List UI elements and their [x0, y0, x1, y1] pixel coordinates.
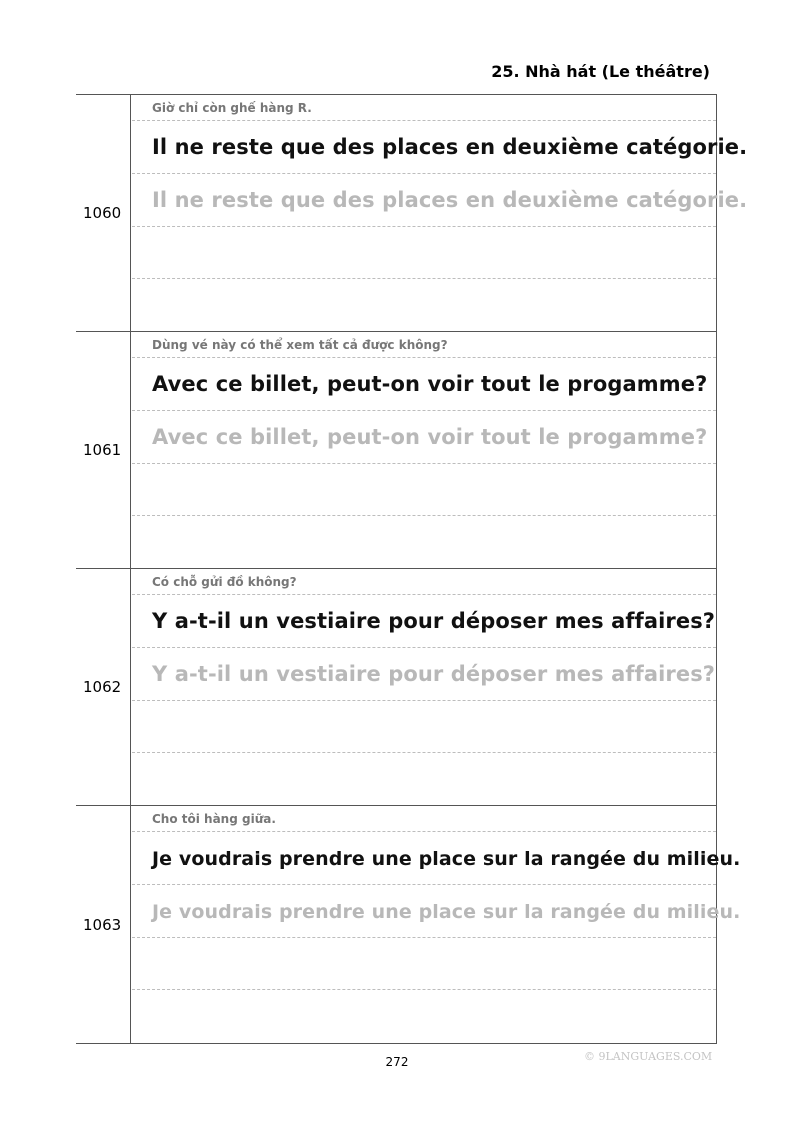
- practice-entry: [76, 332, 716, 569]
- ruled-line: [132, 752, 716, 753]
- ruled-line: [132, 594, 716, 595]
- french-trace-sentence: Il ne reste que des places en deuxième catégorie.: [152, 188, 748, 212]
- practice-entry: [76, 569, 716, 806]
- ruled-line: [132, 937, 716, 938]
- entry-content: [132, 569, 716, 805]
- entry-content: [132, 806, 741, 1043]
- ruled-line: [132, 278, 716, 279]
- entry-number: 1063: [76, 806, 131, 1043]
- entry-number: 1061: [76, 332, 131, 568]
- page-number: 272: [385, 1055, 409, 1069]
- ruled-line: [132, 410, 716, 411]
- vietnamese-prompt: Giờ chỉ còn ghế hàng R.: [152, 101, 312, 115]
- french-trace-sentence: Avec ce billet, peut-on voir tout le progamme?: [152, 425, 708, 449]
- french-sentence: Y a-t-il un vestiaire pour déposer mes affaires?: [152, 609, 716, 633]
- french-trace-sentence: Y a-t-il un vestiaire pour déposer mes affaires?: [152, 662, 716, 686]
- ruled-line: [132, 989, 716, 990]
- entry-number: 1062: [76, 569, 131, 805]
- ruled-line: [132, 226, 716, 227]
- french-sentence: Avec ce billet, peut-on voir tout le progamme?: [152, 372, 708, 396]
- vietnamese-prompt: Cho tôi hàng giữa.: [152, 812, 276, 826]
- french-sentence: Il ne reste que des places en deuxième catégorie.: [152, 135, 748, 159]
- french-sentence: Je voudrais prendre une place sur la rangée du milieu.: [152, 848, 741, 870]
- ruled-line: [132, 647, 716, 648]
- entry-number: 1060: [76, 95, 131, 331]
- ruled-line: [132, 831, 716, 832]
- french-trace-sentence: Je voudrais prendre une place sur la rangée du milieu.: [152, 901, 741, 923]
- ruled-line: [132, 884, 716, 885]
- practice-entry: [76, 806, 741, 1043]
- entry-content: [132, 95, 748, 331]
- ruled-line: [132, 173, 716, 174]
- page-title: 25. Nhà hát (Le théâtre): [491, 62, 710, 81]
- entry-content: [132, 332, 716, 568]
- ruled-line: [132, 515, 716, 516]
- vietnamese-prompt: Dùng vé này có thể xem tất cả được không?: [152, 338, 448, 352]
- copyright-watermark: © 9LANGUAGES.COM: [584, 1050, 713, 1063]
- ruled-line: [132, 357, 716, 358]
- ruled-line: [132, 463, 716, 464]
- practice-entry: [76, 95, 748, 332]
- ruled-line: [132, 120, 716, 121]
- vietnamese-prompt: Có chỗ gửi đồ không?: [152, 575, 297, 589]
- ruled-line: [132, 700, 716, 701]
- practice-table: [76, 94, 748, 1044]
